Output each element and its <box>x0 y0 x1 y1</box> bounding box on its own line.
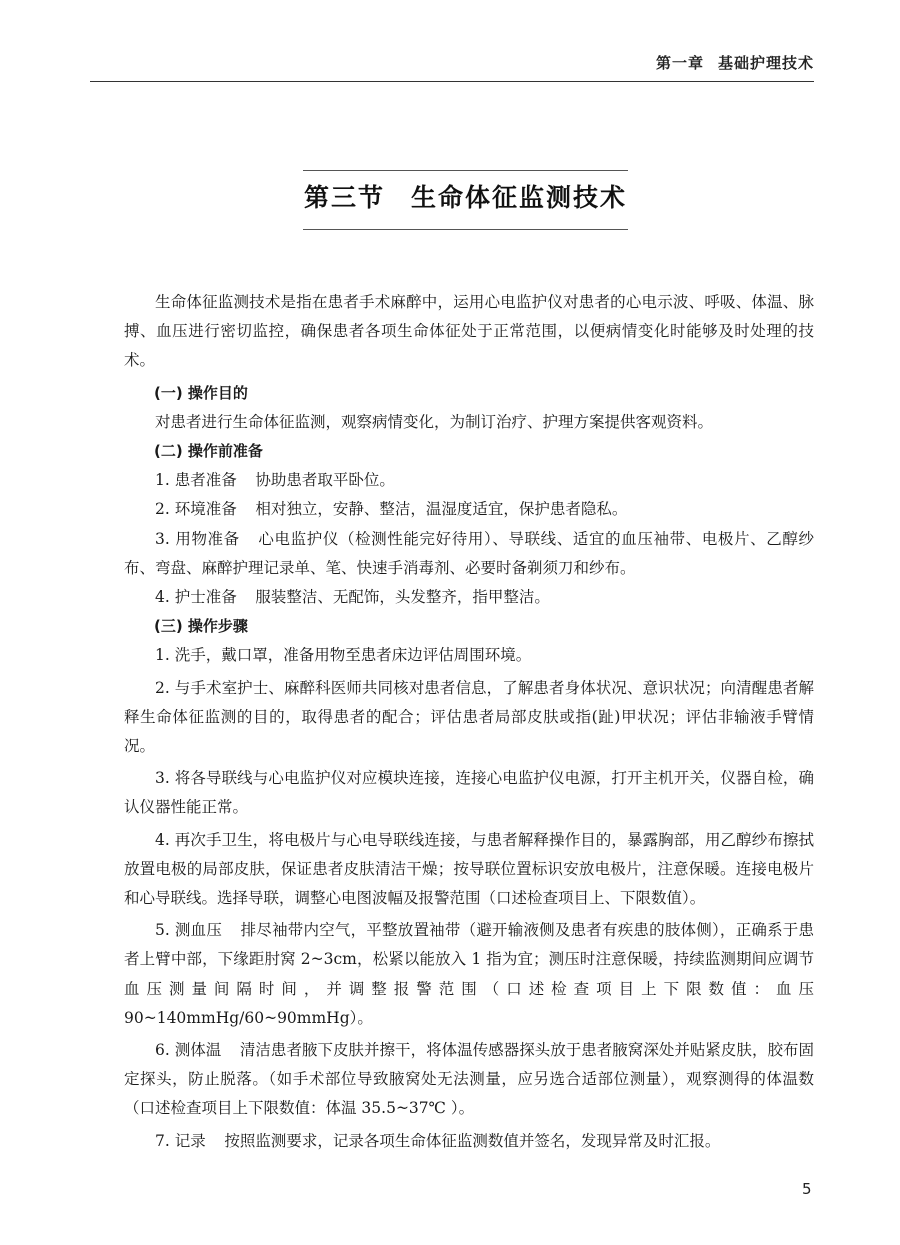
step-item: 2. 与手术室护士、麻醉科医师共同核对患者信息，了解患者身体状况、意识状况；向清醒患者解释生命体征监测的目的，取得患者的配合；评估患者局部皮肤或指(趾)甲状况；评估非输液手臂情况。 <box>124 678 814 756</box>
step-item-text: 清洁患者腋下皮肤并擦干，将体温传感器探头放于患者腋窝深处并贴紧皮肤，胶布固定探头，防止脱落。（如手术部位导致腋窝处无法测量，应另选合适部位测量），观察测得的体温数（口述检查项目上下限数值：体温 35.5~37℃ ）。 <box>124 1041 814 1118</box>
running-header <box>90 52 814 73</box>
chapter-label: 第一章 <box>655 54 704 72</box>
page-number: 5 <box>802 1180 812 1198</box>
section-number: 第三节 <box>303 183 385 212</box>
prep-item-term: 2. 环境准备 <box>155 500 237 519</box>
title-rule-top <box>303 170 628 171</box>
prep-item-term: 3. 用物准备 <box>155 529 240 548</box>
step-item <box>124 916 814 1033</box>
step-item-term: 6. 测体温 <box>155 1041 222 1060</box>
prep-item <box>124 466 814 495</box>
step-item-text: 排尽袖带内空气，平整放置袖带（避开输液侧及患者有疾患的肢体侧），正确系于患者上臂中部，下缘距肘窝 2~3cm，松紧以能放入 1 指为宜；测压时注意保暖，持续监测期间应调节血压测量间隔时间，并调整报警范围（口述检查项目上下限数值：血压 90~140mmHg/60~90mmHg）。 <box>124 921 814 1027</box>
prep-item-text: 服装整洁、无配饰，头发整齐，指甲整洁。 <box>255 588 550 607</box>
preparation-heading: (二) 操作前准备 <box>154 442 263 461</box>
intro-paragraph: 生命体征监测技术是指在患者手术麻醉中，运用心电监护仪对患者的心电示波、呼吸、体温、脉搏、血压进行密切监控，确保患者各项生命体征处于正常范围，以便病情变化时能够及时处理的技术。 <box>124 293 814 370</box>
step-item <box>124 1036 814 1124</box>
step-item-term: 7. 记录 <box>155 1131 206 1150</box>
title-rule-bottom <box>303 229 628 230</box>
body-text <box>124 288 814 1156</box>
prep-item-term: 1. 患者准备 <box>155 471 237 490</box>
purpose-heading: (一) 操作目的 <box>154 383 248 402</box>
section-title-text: 生命体征监测技术 <box>411 183 628 212</box>
step-item: 3. 将各导联线与心电监护仪对应模块连接，连接心电监护仪电源，打开主机开关，仪器自检，确认仪器性能正常。 <box>124 769 814 817</box>
prep-item-text: 相对独立，安静、整洁，温湿度适宜，保护患者隐私。 <box>255 500 628 519</box>
steps-heading: (三) 操作步骤 <box>154 617 248 636</box>
header-rule <box>90 81 814 82</box>
prep-item-text: 协助患者取平卧位。 <box>255 471 395 490</box>
step-item-text: 按照监测要求，记录各项生命体征监测数值并签名，发现异常及时汇报。 <box>224 1131 721 1150</box>
chapter-title: 基础护理技术 <box>717 54 814 72</box>
step-item: 1. 洗手，戴口罩，准备用物至患者床边评估周围环境。 <box>155 646 532 665</box>
step-item-term: 5. 测血压 <box>155 921 223 940</box>
prep-item <box>124 495 814 524</box>
step-item <box>124 1127 814 1156</box>
prep-item <box>124 525 814 583</box>
prep-item-text: 心电监护仪（检测性能完好待用）、导联线、适宜的血压袖带、电极片、乙醇纱布、弯盘、麻醉护理记录单、笔、快速手消毒剂、必要时备剃须刀和纱布。 <box>124 529 814 577</box>
prep-item-term: 4. 护士准备 <box>155 588 237 607</box>
section-title <box>303 178 628 214</box>
step-item: 4. 再次手卫生，将电极片与心电导联线连接，与患者解释操作目的，暴露胸部，用乙醇纱布擦拭放置电极的局部皮肤，保证患者皮肤清洁干燥；按导联位置标识安放电极片，注意保暖。连接电极片和心导联线。选择导联，调整心电图波幅及报警范围（口述检查项目上、下限数值）。 <box>124 830 814 908</box>
prep-item <box>124 583 814 612</box>
purpose-paragraph: 对患者进行生命体征监测，观察病情变化，为制订治疗、护理方案提供客观资料。 <box>155 412 714 431</box>
